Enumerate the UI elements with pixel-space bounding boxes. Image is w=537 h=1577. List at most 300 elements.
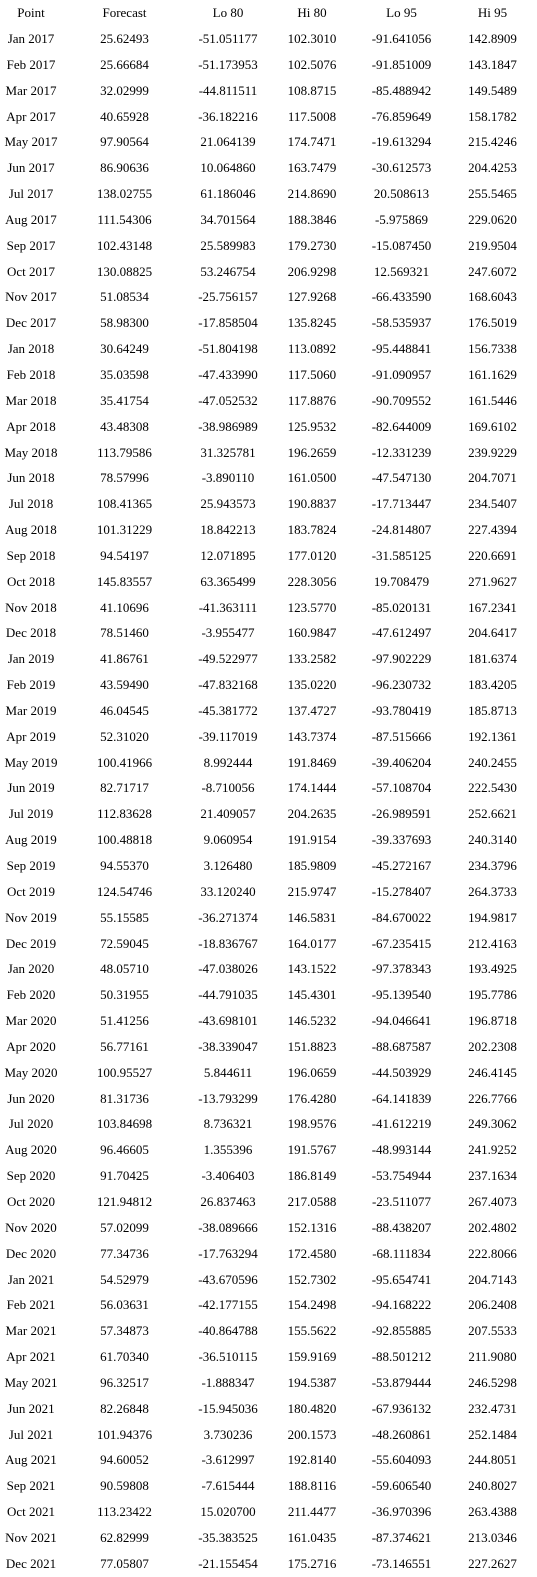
- cell-forecast: 41.10696: [100, 599, 149, 615]
- cell-hi-80: 198.9576: [287, 1116, 337, 1132]
- cell-hi-95: 158.1782: [468, 108, 517, 124]
- cell-lo-80: -43.698101: [198, 1013, 258, 1029]
- cell-forecast: 130.08825: [96, 263, 153, 279]
- cell-hi-80: 172.4580: [287, 1245, 337, 1261]
- cell-lo-95: -57.108704: [371, 780, 432, 796]
- cell-forecast: 51.08534: [100, 289, 149, 305]
- cell-lo-80: -42.177155: [198, 1297, 258, 1313]
- cell-forecast: 94.54197: [100, 547, 149, 563]
- cell-lo-95: -24.814807: [371, 522, 432, 538]
- cell-hi-80: 214.8690: [287, 186, 337, 202]
- table-row: [0, 26, 537, 52]
- cell-forecast: 124.54746: [96, 883, 153, 899]
- table-row: [0, 982, 537, 1008]
- cell-lo-95: -15.278407: [371, 883, 432, 899]
- table-row: [0, 827, 537, 853]
- cell-lo-95: -23.511077: [371, 1193, 432, 1209]
- cell-point: Sep 2021: [6, 1478, 56, 1494]
- cell-lo-80: -21.155454: [198, 1555, 258, 1571]
- cell-lo-95: 19.708479: [373, 573, 430, 589]
- cell-forecast: 51.41256: [100, 1013, 149, 1029]
- table-row: [0, 879, 537, 905]
- table-row: [0, 750, 537, 776]
- cell-lo-80: -36.182216: [198, 108, 258, 124]
- cell-point: Jun 2020: [7, 1090, 55, 1106]
- cell-forecast: 56.77161: [100, 1038, 149, 1054]
- cell-lo-80: -41.363111: [198, 599, 258, 615]
- cell-hi-80: 179.2730: [287, 237, 337, 253]
- cell-lo-80: -45.381772: [198, 702, 258, 718]
- cell-hi-80: 176.4280: [287, 1090, 337, 1106]
- cell-lo-95: -67.235415: [371, 935, 432, 951]
- cell-point: Apr 2020: [6, 1038, 56, 1054]
- cell-lo-80: -3.955477: [201, 625, 255, 641]
- header-lo-80: Lo 80: [212, 5, 244, 20]
- cell-hi-95: 169.6102: [468, 418, 517, 434]
- cell-lo-95: -47.612497: [371, 625, 432, 641]
- table-row: [0, 491, 537, 517]
- cell-hi-80: 117.5008: [287, 108, 337, 124]
- cell-lo-80: -36.510115: [198, 1349, 258, 1365]
- cell-hi-95: 215.4246: [468, 134, 517, 150]
- cell-lo-80: -35.383525: [198, 1529, 258, 1545]
- cell-forecast: 96.46605: [100, 1142, 149, 1158]
- cell-lo-95: -85.020131: [371, 599, 432, 615]
- cell-forecast: 100.41966: [96, 754, 153, 770]
- cell-hi-80: 143.1522: [287, 961, 337, 977]
- cell-hi-95: 240.8027: [468, 1478, 517, 1494]
- cell-lo-95: -48.260861: [371, 1426, 432, 1442]
- cell-lo-80: 10.064860: [200, 160, 256, 176]
- cell-lo-95: -47.547130: [371, 470, 432, 486]
- cell-lo-95: -41.612219: [371, 1116, 432, 1132]
- cell-hi-80: 102.3010: [287, 31, 337, 46]
- cell-lo-95: -5.975869: [374, 211, 429, 227]
- cell-hi-80: 102.5076: [287, 56, 337, 72]
- cell-hi-80: 161.0435: [287, 1529, 337, 1545]
- cell-point: Oct 2017: [6, 263, 56, 279]
- table-row: [0, 1292, 537, 1318]
- cell-hi-80: 191.8469: [287, 754, 337, 770]
- table-row: [0, 1525, 537, 1551]
- cell-lo-80: 25.589983: [200, 237, 256, 253]
- cell-lo-80: -40.864788: [198, 1323, 258, 1339]
- cell-lo-80: -38.986989: [198, 418, 258, 434]
- cell-lo-80: 34.701564: [200, 211, 256, 227]
- cell-hi-80: 133.2582: [287, 651, 337, 667]
- cell-point: Nov 2018: [5, 599, 57, 615]
- table-row: [0, 569, 537, 595]
- cell-lo-95: -53.879444: [371, 1374, 432, 1390]
- table-row: [0, 801, 537, 827]
- cell-lo-95: -82.644009: [371, 418, 432, 434]
- cell-hi-95: 142.8909: [468, 31, 517, 46]
- cell-lo-95: -53.754944: [371, 1168, 432, 1184]
- cell-forecast: 101.31229: [96, 522, 153, 538]
- cell-point: Jul 2020: [8, 1116, 54, 1132]
- table-row: [0, 1034, 537, 1060]
- cell-lo-80: -47.038026: [198, 961, 258, 977]
- cell-hi-95: 149.5489: [468, 82, 517, 98]
- cell-point: Oct 2018: [6, 573, 56, 589]
- cell-forecast: 101.94376: [96, 1426, 153, 1442]
- cell-forecast: 58.98300: [100, 315, 149, 331]
- cell-lo-95: -44.503929: [371, 1064, 432, 1080]
- cell-hi-95: 263.4388: [468, 1504, 517, 1520]
- cell-hi-95: 211.9080: [468, 1349, 517, 1365]
- cell-forecast: 100.95527: [96, 1064, 153, 1080]
- cell-point: Jan 2021: [7, 1271, 55, 1287]
- cell-lo-80: -43.670596: [198, 1271, 258, 1287]
- cell-point: Oct 2020: [6, 1193, 56, 1209]
- table-row: [0, 1267, 537, 1293]
- cell-hi-80: 194.5387: [287, 1374, 337, 1390]
- cell-hi-80: 215.9747: [287, 883, 337, 899]
- table-row: [0, 1008, 537, 1034]
- cell-hi-80: 161.0500: [287, 470, 337, 486]
- cell-forecast: 35.03598: [100, 366, 149, 382]
- cell-hi-80: 160.9847: [287, 625, 337, 641]
- cell-hi-95: 207.5533: [468, 1323, 517, 1339]
- header-hi-95: Hi 95: [477, 5, 508, 20]
- table-row: [0, 1318, 537, 1344]
- cell-hi-80: 154.2498: [287, 1297, 337, 1313]
- cell-lo-80: -38.339047: [198, 1038, 258, 1054]
- cell-point: Apr 2017: [6, 108, 56, 124]
- cell-lo-80: 9.060954: [203, 832, 253, 848]
- table-row: [0, 1086, 537, 1112]
- cell-forecast: 25.66684: [100, 56, 149, 72]
- cell-hi-80: 191.5767: [287, 1142, 337, 1158]
- cell-forecast: 57.34873: [100, 1323, 149, 1339]
- cell-lo-95: -15.087450: [371, 237, 432, 253]
- cell-point: Jul 2019: [8, 806, 54, 822]
- cell-point: Jan 2017: [7, 31, 55, 46]
- cell-hi-80: 151.8823: [287, 1038, 337, 1054]
- cell-point: Dec 2018: [5, 625, 57, 641]
- cell-forecast: 78.51460: [100, 625, 149, 641]
- table-row: [0, 1344, 537, 1370]
- cell-hi-95: 161.1629: [468, 366, 517, 382]
- cell-point: Dec 2021: [5, 1555, 57, 1571]
- cell-hi-80: 135.0220: [287, 677, 337, 693]
- cell-hi-80: 146.5232: [287, 1013, 337, 1029]
- cell-point: Nov 2020: [5, 1219, 57, 1235]
- table-row: [0, 1447, 537, 1473]
- cell-hi-80: 211.4477: [287, 1504, 337, 1520]
- cell-hi-80: 174.1444: [287, 780, 337, 796]
- cell-hi-80: 217.0588: [287, 1193, 337, 1209]
- cell-lo-80: -8.710056: [201, 780, 255, 796]
- cell-lo-95: -66.433590: [371, 289, 432, 305]
- cell-lo-80: -25.756157: [198, 289, 258, 305]
- cell-lo-80: 8.736321: [203, 1116, 253, 1132]
- table-row: [0, 1551, 537, 1577]
- cell-hi-80: 113.0892: [287, 341, 337, 357]
- cell-hi-95: 194.9817: [468, 909, 517, 925]
- cell-hi-95: 227.4394: [468, 522, 517, 538]
- header-row: [0, 0, 537, 26]
- cell-forecast: 55.15585: [100, 909, 149, 925]
- cell-hi-95: 234.3796: [468, 858, 517, 873]
- cell-hi-80: 159.9169: [287, 1349, 337, 1365]
- cell-lo-80: 3.730236: [203, 1426, 253, 1442]
- cell-forecast: 50.31955: [100, 987, 149, 1003]
- cell-point: Mar 2019: [5, 702, 57, 718]
- cell-lo-95: -85.488942: [371, 82, 432, 98]
- table-row: [0, 517, 537, 543]
- cell-lo-80: -51.804198: [198, 341, 258, 357]
- cell-point: Mar 2021: [5, 1323, 57, 1339]
- cell-hi-80: 185.9809: [287, 858, 337, 873]
- header-hi-80: Hi 80: [297, 5, 327, 20]
- cell-lo-95: 12.569321: [373, 263, 430, 279]
- cell-point: Apr 2019: [6, 728, 56, 744]
- cell-hi-95: 239.9229: [468, 444, 517, 460]
- cell-forecast: 72.59045: [100, 935, 149, 951]
- cell-hi-95: 237.1634: [468, 1168, 517, 1184]
- cell-hi-95: 271.9627: [468, 573, 517, 589]
- cell-lo-80: -3.890110: [201, 470, 255, 486]
- cell-hi-80: 190.8837: [287, 496, 337, 512]
- table-row: [0, 388, 537, 414]
- cell-lo-80: -39.117019: [198, 728, 258, 744]
- cell-hi-80: 152.1316: [287, 1219, 337, 1235]
- cell-lo-80: 1.355396: [203, 1142, 253, 1158]
- cell-hi-95: 252.1484: [468, 1426, 517, 1442]
- cell-hi-95: 222.8066: [468, 1245, 517, 1261]
- table-row: [0, 207, 537, 233]
- table-row: [0, 1137, 537, 1163]
- table-row: [0, 620, 537, 646]
- cell-point: Apr 2018: [6, 418, 56, 434]
- cell-forecast: 54.52979: [100, 1271, 149, 1287]
- cell-forecast: 43.48308: [100, 418, 149, 434]
- cell-lo-80: -36.271374: [198, 909, 258, 925]
- cell-lo-80: 3.126480: [203, 858, 253, 873]
- cell-lo-80: -13.793299: [198, 1090, 258, 1106]
- table-row: [0, 233, 537, 259]
- cell-hi-95: 267.4073: [468, 1193, 517, 1209]
- cell-lo-95: -64.141839: [371, 1090, 432, 1106]
- cell-hi-95: 192.1361: [468, 728, 517, 744]
- cell-hi-95: 240.2455: [468, 754, 517, 770]
- cell-lo-95: -97.902229: [371, 651, 432, 667]
- cell-point: Nov 2021: [5, 1529, 57, 1545]
- cell-hi-95: 222.5430: [468, 780, 517, 796]
- cell-lo-80: -44.811511: [198, 82, 258, 98]
- cell-lo-95: -30.612573: [371, 160, 432, 176]
- cell-hi-95: 229.0620: [468, 211, 517, 227]
- cell-forecast: 57.02099: [100, 1219, 149, 1235]
- cell-hi-95: 204.6417: [468, 625, 517, 641]
- cell-forecast: 86.90636: [100, 160, 149, 176]
- cell-lo-95: -67.936132: [371, 1400, 432, 1416]
- cell-forecast: 113.79586: [97, 444, 152, 460]
- cell-hi-95: 202.4802: [468, 1219, 517, 1235]
- cell-point: Aug 2021: [5, 1452, 57, 1468]
- table-row: [0, 698, 537, 724]
- cell-forecast: 48.05710: [100, 961, 149, 977]
- cell-point: May 2020: [4, 1064, 58, 1080]
- cell-hi-80: 135.8245: [287, 315, 337, 331]
- cell-point: Oct 2019: [6, 883, 56, 899]
- cell-lo-95: -19.613294: [371, 134, 432, 150]
- cell-hi-80: 196.0659: [287, 1064, 337, 1080]
- cell-point: Aug 2019: [5, 832, 57, 848]
- cell-hi-95: 204.7143: [468, 1271, 517, 1287]
- cell-lo-80: -18.836767: [198, 935, 258, 951]
- cell-forecast: 77.34736: [100, 1245, 149, 1261]
- cell-lo-95: -76.859649: [371, 108, 432, 124]
- table-row: [0, 52, 537, 78]
- cell-lo-95: -12.331239: [371, 444, 432, 460]
- cell-lo-95: -73.146551: [371, 1555, 432, 1571]
- cell-forecast: 96.32517: [100, 1374, 149, 1390]
- cell-point: Mar 2018: [5, 392, 57, 408]
- cell-lo-80: -17.763294: [198, 1245, 258, 1261]
- cell-point: Aug 2020: [5, 1142, 57, 1158]
- cell-point: Jul 2017: [8, 186, 54, 202]
- cell-lo-80: 15.020700: [200, 1504, 256, 1520]
- cell-hi-80: 206.9298: [287, 263, 337, 279]
- cell-point: Aug 2018: [5, 522, 57, 538]
- cell-lo-95: -94.168222: [371, 1297, 432, 1313]
- table-row: [0, 1396, 537, 1422]
- cell-point: Jun 2018: [7, 470, 55, 486]
- cell-lo-95: -39.337693: [371, 832, 432, 848]
- cell-point: Sep 2018: [6, 547, 56, 563]
- cell-lo-95: -92.855885: [371, 1323, 432, 1339]
- cell-forecast: 100.48818: [96, 832, 153, 848]
- cell-lo-80: 33.120240: [200, 883, 256, 899]
- cell-hi-95: 255.5465: [468, 186, 517, 202]
- cell-hi-95: 246.4145: [468, 1064, 517, 1080]
- cell-lo-80: 31.325781: [200, 444, 256, 460]
- cell-point: Sep 2019: [6, 858, 56, 873]
- table-header: [0, 0, 537, 26]
- cell-lo-80: 18.842213: [200, 522, 256, 538]
- cell-forecast: 32.02999: [100, 82, 149, 98]
- table-row: [0, 259, 537, 285]
- cell-hi-95: 213.0346: [468, 1529, 517, 1545]
- cell-hi-95: 143.1847: [468, 56, 517, 72]
- cell-hi-80: 108.8715: [287, 82, 337, 98]
- cell-lo-95: -91.090957: [371, 366, 432, 382]
- cell-hi-95: 161.5446: [468, 392, 517, 408]
- cell-lo-80: 21.064139: [200, 134, 256, 150]
- cell-lo-80: 61.186046: [200, 186, 256, 202]
- cell-hi-95: 244.8051: [468, 1452, 517, 1468]
- table-row: [0, 78, 537, 104]
- table-row: [0, 336, 537, 362]
- table-body: [0, 26, 537, 1577]
- cell-point: Dec 2017: [5, 315, 57, 331]
- cell-hi-80: 186.8149: [287, 1168, 337, 1184]
- table-row: [0, 853, 537, 879]
- cell-hi-95: 156.7338: [468, 341, 517, 357]
- cell-hi-95: 252.6621: [468, 806, 517, 822]
- cell-point: Feb 2017: [6, 56, 56, 72]
- table-row: [0, 440, 537, 466]
- cell-lo-80: 21.409057: [200, 806, 256, 822]
- cell-lo-95: -55.604093: [371, 1452, 432, 1468]
- cell-hi-95: 204.7071: [468, 470, 517, 486]
- cell-point: Jan 2019: [7, 651, 55, 667]
- cell-lo-95: -91.641056: [371, 31, 432, 46]
- cell-lo-95: -59.606540: [371, 1478, 432, 1494]
- cell-point: Jan 2018: [7, 341, 55, 357]
- cell-lo-80: 5.844611: [203, 1064, 253, 1080]
- table-row: [0, 181, 537, 207]
- cell-point: Mar 2020: [5, 1013, 57, 1029]
- cell-point: Aug 2017: [5, 211, 57, 227]
- cell-forecast: 30.64249: [100, 341, 149, 357]
- table-row: [0, 1060, 537, 1086]
- table-row: [0, 672, 537, 698]
- cell-lo-80: -47.433990: [198, 366, 258, 382]
- cell-lo-95: -88.501212: [371, 1349, 432, 1365]
- cell-lo-80: -51.051177: [198, 31, 258, 46]
- cell-point: May 2021: [4, 1374, 58, 1390]
- cell-hi-80: 204.2635: [287, 806, 337, 822]
- cell-lo-95: 20.508613: [373, 186, 430, 202]
- cell-hi-95: 167.2341: [468, 599, 517, 615]
- cell-forecast: 41.86761: [100, 651, 149, 667]
- cell-lo-95: -91.851009: [371, 56, 432, 72]
- cell-forecast: 82.26848: [100, 1400, 149, 1416]
- cell-forecast: 77.05807: [100, 1555, 149, 1571]
- table-row: [0, 362, 537, 388]
- cell-hi-95: 249.3062: [468, 1116, 517, 1132]
- cell-lo-95: -95.139540: [371, 987, 432, 1003]
- cell-point: Oct 2021: [6, 1504, 56, 1520]
- cell-hi-95: 202.2308: [468, 1038, 517, 1054]
- table-row: [0, 310, 537, 336]
- cell-hi-80: 143.7374: [287, 728, 337, 744]
- cell-hi-95: 247.6072: [468, 263, 517, 279]
- cell-lo-80: -51.173953: [198, 56, 258, 72]
- cell-forecast: 46.04545: [100, 702, 149, 718]
- header-lo-95: Lo 95: [386, 5, 417, 20]
- cell-hi-95: 241.9252: [468, 1142, 517, 1158]
- table-row: [0, 1422, 537, 1448]
- cell-forecast: 81.31736: [100, 1090, 149, 1106]
- cell-lo-95: -88.687587: [371, 1038, 432, 1054]
- cell-point: Feb 2018: [6, 366, 56, 382]
- cell-hi-80: 180.4820: [287, 1400, 337, 1416]
- cell-lo-95: -84.670022: [371, 909, 432, 925]
- cell-forecast: 112.83628: [97, 806, 152, 822]
- cell-forecast: 94.55370: [100, 858, 149, 873]
- cell-lo-95: -97.378343: [371, 961, 432, 977]
- table-row: [0, 1241, 537, 1267]
- cell-hi-80: 125.9532: [287, 418, 337, 434]
- table-row: [0, 775, 537, 801]
- cell-point: May 2017: [4, 134, 58, 150]
- cell-hi-80: 163.7479: [287, 160, 337, 176]
- table-row: [0, 284, 537, 310]
- cell-hi-80: 117.8876: [287, 392, 337, 408]
- cell-lo-95: -95.654741: [371, 1271, 432, 1287]
- cell-forecast: 61.70340: [100, 1349, 149, 1365]
- cell-hi-95: 264.3733: [468, 883, 517, 899]
- table-row: [0, 155, 537, 181]
- cell-forecast: 82.71717: [100, 780, 149, 796]
- cell-hi-95: 195.7786: [468, 987, 517, 1003]
- cell-lo-80: 53.246754: [200, 263, 256, 279]
- header-forecast: Forecast: [102, 5, 147, 20]
